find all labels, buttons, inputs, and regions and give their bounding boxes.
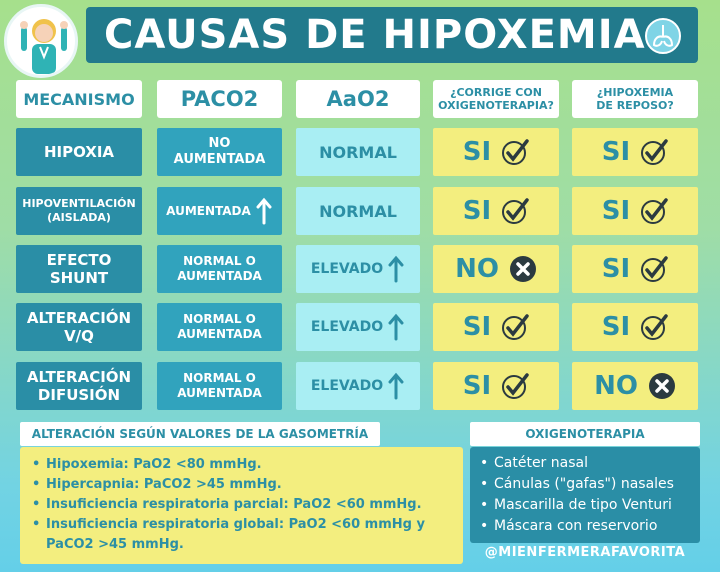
- list-item: • Mascarilla de tipo Venturi: [480, 495, 692, 516]
- author-handle: @MIENFERMERAFAVORITA: [484, 545, 686, 560]
- row-paco2: [157, 187, 282, 235]
- row-reposo: [572, 128, 698, 176]
- row-mecanismo: HIPOXIA: [16, 128, 142, 176]
- list-item: • Hipoxemia: PaO2 <80 mmHg.: [32, 455, 453, 475]
- gasometria-panel: [20, 447, 463, 564]
- cross-icon: [648, 372, 676, 400]
- check-icon: [640, 138, 668, 166]
- list-item: • Hipercapnia: PaCO2 >45 mmHg.: [32, 475, 453, 495]
- header-mecanismo: MECANISMO: [16, 80, 142, 118]
- header-reposo: ¿HIPOXEMIA DE REPOSO?: [572, 80, 698, 118]
- row-mecanismo: ALTERACIÓN DIFUSIÓN: [16, 362, 142, 410]
- arrow-up-icon: [387, 313, 405, 341]
- header-paco2: PACO2: [157, 80, 282, 118]
- list-item: • Insuficiencia respiratoria global: PaO2 <60 mmHg y PaCO2 >45 mmHg.: [32, 515, 453, 555]
- corrige-value: NO: [455, 254, 499, 284]
- corrige-value: SI: [462, 196, 492, 226]
- row-paco2: NO AUMENTADA: [157, 128, 282, 176]
- reposo-value: SI: [601, 137, 631, 167]
- aao2-value: ELEVADO: [310, 378, 384, 394]
- corrige-value: SI: [462, 371, 492, 401]
- list-item: • Máscara con reservorio: [480, 516, 692, 537]
- row-aao2: [296, 245, 420, 293]
- row-corrige: [433, 303, 559, 351]
- list-item: • Cánulas ("gafas") nasales: [480, 474, 692, 495]
- row-aao2: [296, 362, 420, 410]
- row-reposo: [572, 362, 698, 410]
- reposo-value: SI: [601, 254, 631, 284]
- row-reposo: [572, 245, 698, 293]
- lungs-icon: [644, 17, 682, 55]
- corrige-value: SI: [462, 137, 492, 167]
- nurse-avatar-icon: [4, 4, 78, 78]
- row-corrige: [433, 362, 559, 410]
- corrige-value: SI: [462, 312, 492, 342]
- check-icon: [501, 197, 529, 225]
- gasometria-title: ALTERACIÓN SEGÚN VALORES DE LA GASOMETRÍA: [20, 422, 380, 446]
- row-corrige: [433, 128, 559, 176]
- arrow-up-icon: [387, 372, 405, 400]
- row-reposo: [572, 303, 698, 351]
- check-icon: [501, 372, 529, 400]
- check-icon: [501, 138, 529, 166]
- header-aao2: AaO2: [296, 80, 420, 118]
- reposo-value: NO: [594, 371, 638, 401]
- arrow-up-icon: [387, 255, 405, 283]
- row-corrige: [433, 245, 559, 293]
- check-icon: [640, 197, 668, 225]
- row-paco2: NORMAL O AUMENTADA: [157, 362, 282, 410]
- row-aao2: [296, 128, 420, 176]
- title-banner: [86, 7, 698, 63]
- paco2-value: AUMENTADA: [166, 204, 251, 218]
- oxigenoterapia-title: OXIGENOTERAPIA: [470, 422, 700, 446]
- check-icon: [501, 313, 529, 341]
- row-corrige: [433, 187, 559, 235]
- aao2-value: NORMAL: [319, 201, 397, 221]
- row-aao2: [296, 303, 420, 351]
- row-reposo: [572, 187, 698, 235]
- list-item: • Catéter nasal: [480, 453, 692, 474]
- aao2-value: ELEVADO: [310, 319, 384, 335]
- row-mecanismo: HIPOVENTILACIÓN (AISLADA): [16, 187, 142, 235]
- aao2-value: NORMAL: [319, 142, 397, 162]
- reposo-value: SI: [601, 196, 631, 226]
- arrow-up-icon: [255, 197, 273, 225]
- row-paco2: NORMAL O AUMENTADA: [157, 303, 282, 351]
- list-item: • Insuficiencia respiratoria parcial: PaO2 <60 mmHg.: [32, 495, 453, 515]
- row-paco2: NORMAL O AUMENTADA: [157, 245, 282, 293]
- header-corrige: ¿CORRIGE CON OXIGENOTERAPIA?: [433, 80, 559, 118]
- page-title: CAUSAS DE HIPOXEMIA: [104, 12, 646, 58]
- reposo-value: SI: [601, 312, 631, 342]
- check-icon: [640, 313, 668, 341]
- check-icon: [640, 255, 668, 283]
- row-aao2: [296, 187, 420, 235]
- cross-icon: [509, 255, 537, 283]
- row-mecanismo: ALTERACIÓN V/Q: [16, 303, 142, 351]
- aao2-value: ELEVADO: [310, 261, 384, 277]
- oxigenoterapia-panel: [470, 447, 700, 543]
- row-mecanismo: EFECTO SHUNT: [16, 245, 142, 293]
